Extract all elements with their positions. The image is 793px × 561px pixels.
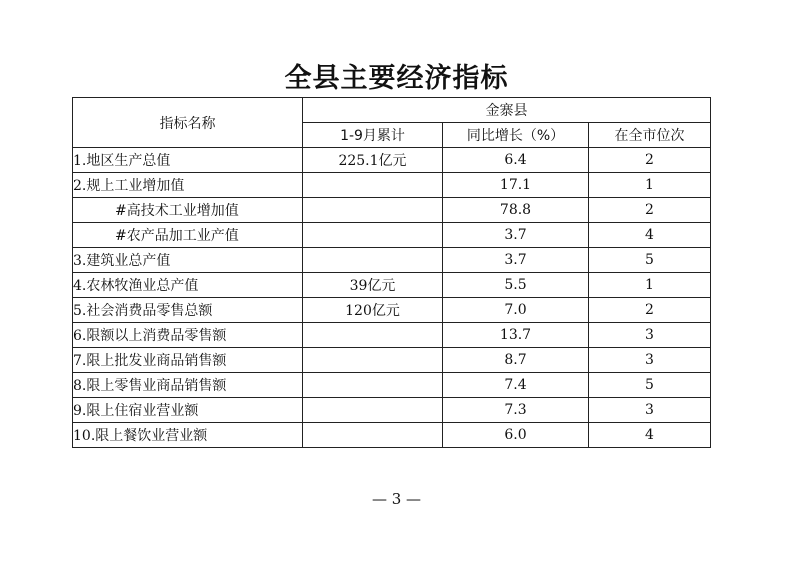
header-growth: 同比增长（%） [443,123,589,148]
header-cumulative: 1-9月累计 [303,123,443,148]
rank-value: 3 [589,323,711,348]
cumulative-value: 225.1亿元 [303,148,443,173]
rank-value: 3 [589,398,711,423]
page-number: — 3 — [371,490,422,508]
header-region: 金寨县 [303,98,711,123]
table-row [73,148,711,173]
economic-indicators-table [72,97,711,448]
cumulative-value [303,248,443,273]
indicator-name: 9.限上住宿业营业额 [73,398,303,423]
table-row [73,423,711,448]
rank-value: 5 [589,373,711,398]
table-row [73,373,711,398]
table-header-row [73,98,711,123]
growth-value: 8.7 [443,348,589,373]
table-row [73,273,711,298]
cumulative-value [303,373,443,398]
cumulative-value: 39亿元 [303,273,443,298]
cumulative-value [303,398,443,423]
cumulative-value: 120亿元 [303,298,443,323]
table-row [73,398,711,423]
growth-value: 3.7 [443,223,589,248]
growth-value: 6.4 [443,148,589,173]
indicator-name: #高技术工业增加值 [73,198,303,223]
table-row [73,298,711,323]
growth-value: 78.8 [443,198,589,223]
indicator-name: 1.地区生产总值 [73,148,303,173]
header-indicator-name: 指标名称 [73,98,303,148]
growth-value: 7.3 [443,398,589,423]
growth-value: 6.0 [443,423,589,448]
cumulative-value [303,173,443,198]
growth-value: 13.7 [443,323,589,348]
rank-value: 2 [589,148,711,173]
indicator-name: 7.限上批发业商品销售额 [73,348,303,373]
indicator-name: 8.限上零售业商品销售额 [73,373,303,398]
indicator-name: 10.限上餐饮业营业额 [73,423,303,448]
growth-value: 3.7 [443,248,589,273]
cumulative-value [303,198,443,223]
cumulative-value [303,423,443,448]
indicator-name: 4.农林牧渔业总产值 [73,273,303,298]
rank-value: 3 [589,348,711,373]
indicator-name: 3.建筑业总产值 [73,248,303,273]
rank-value: 1 [589,273,711,298]
indicator-name: 2.规上工业增加值 [73,173,303,198]
indicator-name: #农产品加工业产值 [73,223,303,248]
table-row [73,348,711,373]
cumulative-value [303,348,443,373]
header-rank: 在全市位次 [589,123,711,148]
growth-value: 17.1 [443,173,589,198]
table-row [73,223,711,248]
page-title: 全县主要经济指标 [284,63,509,94]
rank-value: 2 [589,298,711,323]
table-row [73,248,711,273]
table-row [73,323,711,348]
cumulative-value [303,223,443,248]
growth-value: 7.4 [443,373,589,398]
growth-value: 5.5 [443,273,589,298]
rank-value: 4 [589,423,711,448]
cumulative-value [303,323,443,348]
table-row [73,198,711,223]
rank-value: 2 [589,198,711,223]
rank-value: 5 [589,248,711,273]
rank-value: 4 [589,223,711,248]
growth-value: 7.0 [443,298,589,323]
table-row [73,173,711,198]
indicator-name: 5.社会消费品零售总额 [73,298,303,323]
rank-value: 1 [589,173,711,198]
indicator-name: 6.限额以上消费品零售额 [73,323,303,348]
